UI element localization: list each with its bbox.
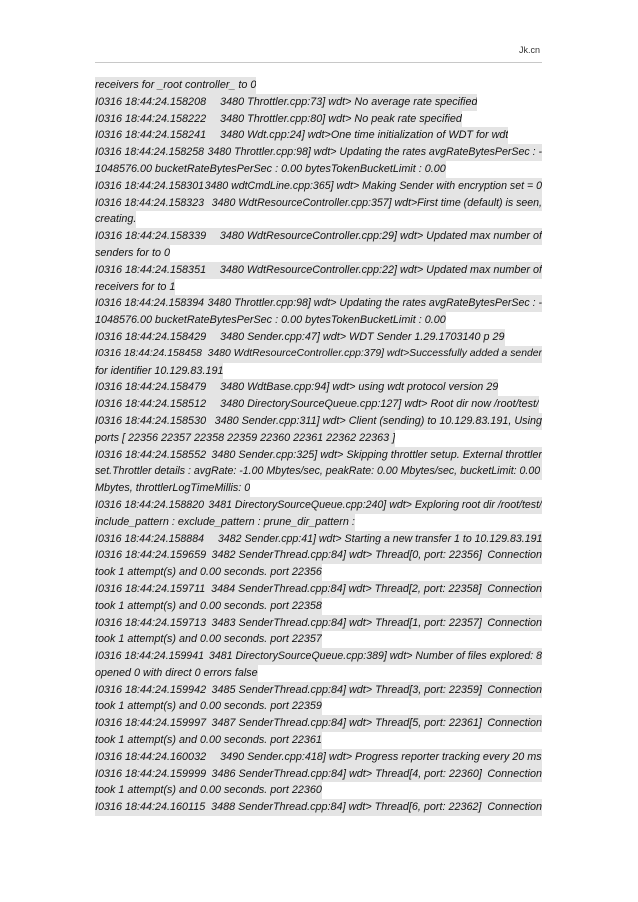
log-line bbox=[95, 178, 542, 195]
log-line bbox=[95, 279, 175, 296]
log-line bbox=[95, 413, 542, 430]
log-line-segment: I0316 18:44:24.158394 bbox=[95, 297, 204, 310]
log-line-segment: I0316 18:44:24.158258 bbox=[95, 146, 204, 159]
log-line bbox=[95, 144, 542, 161]
log-line bbox=[95, 329, 505, 346]
log-line bbox=[95, 682, 542, 699]
page-header bbox=[95, 0, 542, 63]
log-line bbox=[95, 782, 322, 799]
log-line-segment: I0316 18:44:24.158512 bbox=[95, 398, 207, 411]
log-line-segment: 3484 SenderThread.cpp:84] wdt> Thread[2, port: 22358] bbox=[211, 582, 482, 595]
log-line bbox=[95, 211, 136, 228]
log-line-segment: I0316 18:44:24.158479 bbox=[95, 381, 207, 394]
log-line-segment: 3485 SenderThread.cpp:84] wdt> Thread[3, port: 22359] bbox=[211, 683, 482, 696]
log-line bbox=[95, 447, 542, 464]
log-line bbox=[95, 749, 542, 766]
log-line-segment: 3480 Wdt.cpp:24] wdt>One time initialization of WDT for wdt bbox=[220, 129, 509, 142]
log-line-segment: I0316 18:44:24.160032 bbox=[95, 750, 207, 763]
log-line-segment: I0316 18:44:24.158351 bbox=[95, 263, 207, 276]
log-line-segment: Connection bbox=[487, 717, 542, 730]
log-line-segment: I0316 18:44:24.160115 bbox=[95, 801, 206, 814]
log-line-segment: I0316 18:44:24.158429 bbox=[95, 330, 207, 343]
log-line bbox=[95, 363, 223, 380]
log-line-segment: I0316 18:44:24.158552 bbox=[95, 448, 207, 461]
log-line-segment: Connection bbox=[487, 616, 542, 629]
log-line-segment: I0316 18:44:24.159659 bbox=[95, 549, 207, 562]
log-line-segment: Connection bbox=[487, 767, 542, 780]
log-line-segment: 3480 Sender.cpp:311] wdt> Client (sending) to 10.129.83.191, Using bbox=[214, 414, 542, 427]
log-line bbox=[95, 245, 170, 262]
log-line-segment: took 1 attempt(s) and 0.00 seconds. port 22357 bbox=[95, 633, 322, 646]
log-line bbox=[95, 531, 542, 548]
log-line-segment: 3480 WdtResourceController.cpp:29] wdt> Updated max number of bbox=[219, 230, 542, 243]
log-line-segment: 3480 WdtResourceController.cpp:379] wdt>Successfully added a sender bbox=[207, 347, 542, 359]
log-line-segment: I0316 18:44:24.158241 bbox=[95, 129, 207, 142]
log-line-segment: I0316 18:44:24.158530 bbox=[95, 414, 207, 427]
log-line-segment: I0316 18:44:24.158222 bbox=[95, 112, 207, 125]
log-line-segment: I0316 18:44:24.158339 bbox=[95, 230, 207, 243]
log-line-segment: I0316 18:44:24.158301 bbox=[95, 179, 204, 192]
log-line bbox=[95, 262, 542, 279]
log-line-segment: for identifier 10.129.83.191 bbox=[95, 364, 224, 377]
log-line bbox=[95, 564, 322, 581]
log-line bbox=[95, 581, 542, 598]
log-line-segment: I0316 18:44:24.158458 bbox=[95, 347, 202, 359]
log-line-segment: 3482 SenderThread.cpp:84] wdt> Thread[0, port: 22356] bbox=[211, 549, 482, 562]
log-line-segment: 3482 Sender.cpp:41] wdt> Starting a new transfer 1 to 10.129.83.191 bbox=[217, 532, 542, 545]
log-line-segment: 3488 SenderThread.cpp:84] wdt> Thread[6, port: 22362] bbox=[211, 801, 482, 814]
log-line bbox=[95, 732, 322, 749]
log-line-segment: 3486 SenderThread.cpp:84] wdt> Thread[4, port: 22360] bbox=[211, 767, 482, 780]
log-line bbox=[95, 195, 542, 212]
log-line-segment: I0316 18:44:24.158323 bbox=[95, 196, 204, 209]
log-line-segment: ports [ 22356 22357 22358 22359 22360 22361 22362 22363 ] bbox=[95, 431, 396, 444]
log-line-segment: took 1 attempt(s) and 0.00 seconds. port 22361 bbox=[95, 734, 322, 747]
log-line-segment: 3487 SenderThread.cpp:84] wdt> Thread[5, port: 22361] bbox=[211, 717, 482, 730]
log-line bbox=[95, 665, 258, 682]
log-body bbox=[95, 77, 542, 816]
log-line bbox=[95, 615, 542, 632]
log-line-segment: include_pattern : exclude_pattern : prune_dir_pattern : bbox=[95, 515, 355, 528]
log-line bbox=[95, 799, 542, 816]
log-line-segment: 3480 WdtResourceController.cpp:22] wdt> Updated max number of bbox=[219, 263, 542, 276]
log-line bbox=[95, 480, 250, 497]
log-line bbox=[95, 430, 395, 447]
log-line-segment: I0316 18:44:24.158820 bbox=[95, 498, 204, 511]
log-line-segment: I0316 18:44:24.159999 bbox=[95, 767, 207, 780]
log-line bbox=[95, 295, 542, 312]
log-line-segment: I0316 18:44:24.159997 bbox=[95, 717, 207, 730]
log-line-segment: I0316 18:44:24.158884 bbox=[95, 532, 204, 545]
log-line bbox=[95, 463, 542, 480]
log-line bbox=[95, 346, 542, 363]
log-line bbox=[95, 396, 539, 413]
log-line bbox=[95, 111, 462, 128]
log-line bbox=[95, 312, 446, 329]
log-line-segment: creating. bbox=[95, 213, 137, 226]
log-line-segment: took 1 attempt(s) and 0.00 seconds. port 22359 bbox=[95, 700, 322, 713]
log-line-segment: 3480 wdtCmdLine.cpp:365] wdt> Making Sender with encryption set = 0 bbox=[204, 179, 542, 192]
header-text: Jk.cn bbox=[518, 45, 540, 55]
log-line-segment: took 1 attempt(s) and 0.00 seconds. port 22358 bbox=[95, 599, 322, 612]
log-line-segment: 3480 DirectorySourceQueue.cpp:127] wdt> Root dir now /root/test/ bbox=[220, 398, 540, 411]
log-line-segment: receivers for _root controller_ to 0 bbox=[95, 79, 257, 91]
log-line bbox=[95, 547, 542, 564]
log-line-segment: 3480 Sender.cpp:325] wdt> Skipping throttler setup. External throttler bbox=[211, 448, 542, 461]
log-line-segment: 1048576.00 bucketRateBytesPerSec : 0.00 bytesTokenBucketLimit : 0.00 bbox=[95, 314, 446, 327]
log-line bbox=[95, 766, 542, 783]
log-line-segment: 1048576.00 bucketRateBytesPerSec : 0.00 bytesTokenBucketLimit : 0.00 bbox=[95, 162, 446, 175]
log-line-segment: Connection bbox=[487, 801, 542, 814]
log-line-segment: 3481 DirectorySourceQueue.cpp:240] wdt> Exploring root dir /root/test/ bbox=[208, 498, 542, 511]
log-line bbox=[95, 127, 508, 144]
log-line-segment: 3481 DirectorySourceQueue.cpp:389] wdt> Number of files explored: 8 bbox=[208, 650, 542, 663]
log-line-segment: 3480 WdtBase.cpp:94] wdt> using wdt protocol version 29 bbox=[220, 381, 499, 394]
log-line-segment: 3480 Throttler.cpp:98] wdt> Updating the rates avgRateBytesPerSec : - bbox=[207, 146, 542, 159]
log-line-segment: 3480 Throttler.cpp:73] wdt> No average rate specified bbox=[220, 95, 478, 108]
log-line-segment: took 1 attempt(s) and 0.00 seconds. port 22356 bbox=[95, 566, 322, 579]
log-line bbox=[95, 161, 446, 178]
log-line bbox=[95, 598, 322, 615]
log-line-segment: Mbytes, throttlerLogTimeMillis: 0 bbox=[95, 482, 251, 495]
log-line-segment: senders for to 0 bbox=[95, 246, 171, 259]
log-line bbox=[95, 228, 542, 245]
log-line-segment: receivers for to 1 bbox=[95, 280, 176, 293]
log-line-segment: 3480 Throttler.cpp:80] wdt> No peak rate specified bbox=[220, 112, 462, 125]
log-line bbox=[95, 379, 498, 396]
log-line bbox=[95, 698, 322, 715]
log-line-segment: 3490 Sender.cpp:418] wdt> Progress reporter tracking every 20 ms bbox=[220, 750, 542, 763]
log-line-segment: I0316 18:44:24.159942 bbox=[95, 683, 207, 696]
log-line bbox=[95, 715, 542, 732]
log-line-segment: 3480 Throttler.cpp:98] wdt> Updating the rates avgRateBytesPerSec : - bbox=[207, 297, 542, 310]
log-line bbox=[95, 514, 355, 531]
log-line-segment: I0316 18:44:24.159713 bbox=[95, 616, 207, 629]
log-line-segment: 3480 WdtResourceController.cpp:357] wdt>First time (default) is seen, bbox=[211, 196, 542, 209]
log-line-segment: Connection bbox=[487, 549, 542, 562]
log-line-segment: Connection bbox=[487, 582, 542, 595]
log-line bbox=[95, 94, 477, 111]
log-line-segment: I0316 18:44:24.159941 bbox=[95, 650, 204, 663]
log-line-segment: I0316 18:44:24.158208 bbox=[95, 95, 207, 108]
log-line-segment: 3483 SenderThread.cpp:84] wdt> Thread[1, port: 22357] bbox=[211, 616, 482, 629]
log-line-segment: opened 0 with direct 0 errors false bbox=[95, 666, 258, 679]
log-line-segment: set.Throttler details : avgRate: -1.00 Mbytes/sec, peakRate: 0.00 Mbytes/sec, bucketLimit: 0.00 bbox=[95, 465, 541, 478]
log-line-segment: I0316 18:44:24.159711 bbox=[95, 582, 206, 595]
log-line bbox=[95, 497, 542, 514]
log-line-segment: took 1 attempt(s) and 0.00 seconds. port 22360 bbox=[95, 784, 322, 797]
log-line bbox=[95, 648, 542, 665]
log-line bbox=[95, 77, 256, 94]
log-line bbox=[95, 631, 322, 648]
log-line-segment: Connection bbox=[487, 683, 542, 696]
log-line-segment: 3480 Sender.cpp:47] wdt> WDT Sender 1.29.1703140 p 29 bbox=[220, 330, 505, 343]
